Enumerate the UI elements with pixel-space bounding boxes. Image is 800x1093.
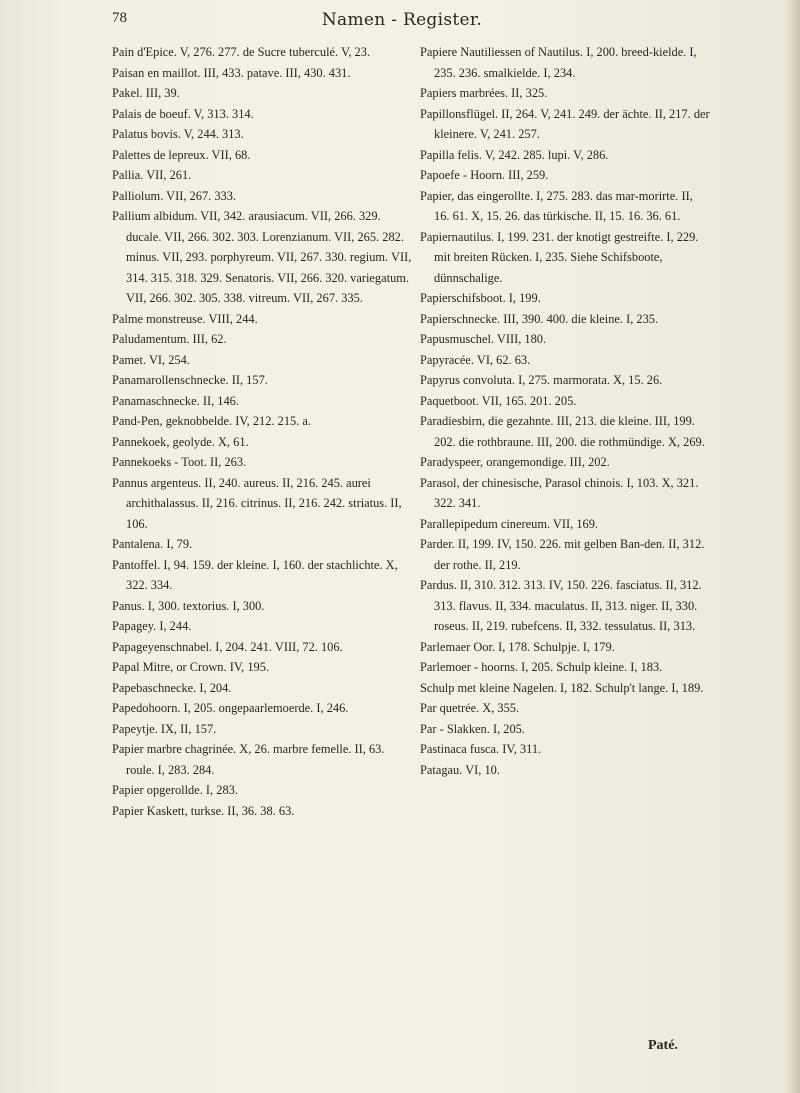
index-entry: Papyracée. VI, 62. 63. bbox=[420, 352, 531, 367]
index-entry: Papillonsflügel. II, 264. V, 241. 249. der ächte. II, 217. der kleinere. V, 241. 257. bbox=[420, 106, 710, 141]
index-entry: Pallium albidum. VII, 342. arausiacum. VII, 266. 329. ducale. VII, 266. 302. 303. Lorenzianum. VII, 265. 282. minus. VII, 293. porphyreum. VII, 267. 330. regium. VII, 314. 315. 318. 329. Senatoris. VII, 266. 320. variegatum. VII, 266. 302. 305. 338. vitreum. VII, 267. 335. bbox=[112, 209, 412, 305]
index-entry: Papagey. I, 244. bbox=[112, 619, 192, 633]
index-entry: Par quetrée. X, 355. bbox=[420, 701, 520, 715]
index-entry: Papiernautilus. I, 199. 231. der knotigt gestreifte. I, 229. mit breiten Rücken. I, 235. Siehe Schifsboote, dünnschalige. bbox=[420, 229, 699, 285]
index-entry: Pannekoeks - Toot. II, 263. bbox=[112, 455, 247, 469]
index-entry: Pamet. VI, 254. bbox=[112, 352, 190, 367]
index-entry: Paisan en maillot. III, 433. patave. III, 430. 431. bbox=[112, 65, 351, 80]
index-entry: Panamarollenschnecke. II, 157. bbox=[112, 373, 268, 387]
index-entry: Papedohoorn. I, 205. ongepaarlemoerde. I, 246. bbox=[112, 701, 349, 715]
page-header bbox=[112, 10, 692, 34]
index-entry: Palme monstreuse. VIII, 244. bbox=[112, 311, 258, 326]
index-entry: Schulp met kleine Nagelen. I, 182. Schulp't lange. I, 189. bbox=[420, 680, 704, 695]
right-column bbox=[420, 42, 710, 780]
index-entry: Pallia. VII, 261. bbox=[112, 168, 192, 182]
index-entry: Papier, das eingerollte. I, 275. 283. das mar-morirte. II, 16. 61. X, 15. 26. das türkische. II, 15. 16. 36. 61. bbox=[420, 188, 693, 223]
page-edge bbox=[786, 0, 800, 1093]
index-entry: Papierschifsboot. I, 199. bbox=[420, 291, 541, 305]
index-entry: Parasol, der chinesische, Parasol chinois. I, 103. X, 321. 322. 341. bbox=[420, 475, 699, 510]
index-entry: Parallepipedum cinereum. VII, 169. bbox=[420, 516, 599, 531]
index-entry: Patagau. VI, 10. bbox=[420, 762, 500, 777]
index-entry: Papyrus convoluta. I, 275. marmorata. X, 15. 26. bbox=[420, 373, 663, 387]
running-title: Namen - Register. bbox=[321, 10, 483, 30]
index-entry: Palettes de lepreux. VII, 68. bbox=[112, 147, 251, 162]
index-entry: Papilla felis. V, 242. 285. lupi. V, 286. bbox=[420, 147, 609, 162]
index-entry: Paradiesbirn, die gezahnte. III, 213. die kleine. III, 199. 202. die rothbraune. III, 200. die rothmündige. X, 269. bbox=[420, 414, 705, 449]
index-entry: Papier opgerollde. I, 283. bbox=[112, 783, 238, 797]
index-entry: Parlemaer Oor. I, 178. Schulpje. I, 179. bbox=[420, 639, 615, 654]
index-entry: Papal Mitre, or Crown. IV, 195. bbox=[112, 660, 270, 674]
index-entry: Pastinaca fusca. IV, 311. bbox=[420, 742, 542, 756]
index-entry: Papierschnecke. III, 390. 400. die kleine. I, 235. bbox=[420, 311, 659, 326]
index-entry: Pantalena. I, 79. bbox=[112, 537, 193, 551]
index-entry: Paquetboot. VII, 165. 201. 205. bbox=[420, 393, 577, 408]
page-number: 78 bbox=[112, 10, 127, 26]
index-entry: Par - Slakken. I, 205. bbox=[420, 721, 525, 736]
index-entry: Parder. II, 199. IV, 150. 226. mit gelben Ban-den. II, 312. der rothe. II, 219. bbox=[420, 537, 705, 572]
index-entry: Parlemoer - hoorns. I, 205. Schulp kleine. I, 183. bbox=[420, 660, 663, 674]
index-entry: Pardus. II, 310. 312. 313. IV, 150. 226. fasciatus. II, 312. 313. flavus. II, 334. maculatus. II, 313. niger. II, 330. roseus. II, 219. rubefcens. II, 332. tessulatus. II, 313. bbox=[420, 578, 702, 633]
index-entry: Papier Kaskett, turkse. II, 36. 38. 63. bbox=[112, 803, 295, 818]
index-entry: Palatus bovis. V, 244. 313. bbox=[112, 127, 244, 141]
index-entry: Papier marbre chagrinée. X, 26. marbre femelle. II, 63. roule. I, 283. 284. bbox=[112, 742, 385, 777]
index-entry: Papebaschnecke. I, 204. bbox=[112, 680, 232, 695]
index-entry: Pain d'Epice. V, 276. 277. de Sucre tuberculé. V, 23. bbox=[112, 45, 371, 59]
index-entry: Panus. I, 300. textorius. I, 300. bbox=[112, 598, 265, 613]
index-entry: Pantoffel. I, 94. 159. der kleine. I, 160. der stachlichte. X, 322. 334. bbox=[112, 557, 398, 592]
index-entry: Palais de boeuf. V, 313. 314. bbox=[112, 106, 254, 121]
index-entry: Papeytje. IX, II, 157. bbox=[112, 721, 217, 736]
left-column bbox=[112, 42, 412, 821]
index-entry: Palliolum. VII, 267. 333. bbox=[112, 188, 237, 203]
index-entry: Pannus argenteus. II, 240. aureus. II, 216. 245. aurei archithalassus. II, 216. citrinus. II, 216. 242. striatus. II, 106. bbox=[112, 475, 402, 531]
index-entry: Panamaschnecke. II, 146. bbox=[112, 393, 239, 408]
index-entry: Papoefe - Hoorn. III, 259. bbox=[420, 168, 549, 182]
index-entry: Pakel. III, 39. bbox=[112, 86, 180, 100]
index-entry: Papiers marbrées. II, 325. bbox=[420, 86, 548, 100]
index-entry: Papiere Nautiliessen of Nautilus. I, 200. breed-kielde. I, 235. 236. smalkielde. I, 234. bbox=[420, 45, 697, 80]
index-entry: Paradyspeer, orangemondige. III, 202. bbox=[420, 455, 610, 469]
index-entry: Pand-Pen, geknobbelde. IV, 212. 215. a. bbox=[112, 414, 312, 428]
index-entry: Paludamentum. III, 62. bbox=[112, 332, 227, 346]
index-entry: Papageyenschnabel. I, 204. 241. VIII, 72. 106. bbox=[112, 639, 343, 654]
index-entry: Papusmuschel. VIII, 180. bbox=[420, 332, 547, 346]
index-entry: Pannekoek, geolyde. X, 61. bbox=[112, 434, 249, 449]
catchword: Paté. bbox=[648, 1038, 678, 1053]
